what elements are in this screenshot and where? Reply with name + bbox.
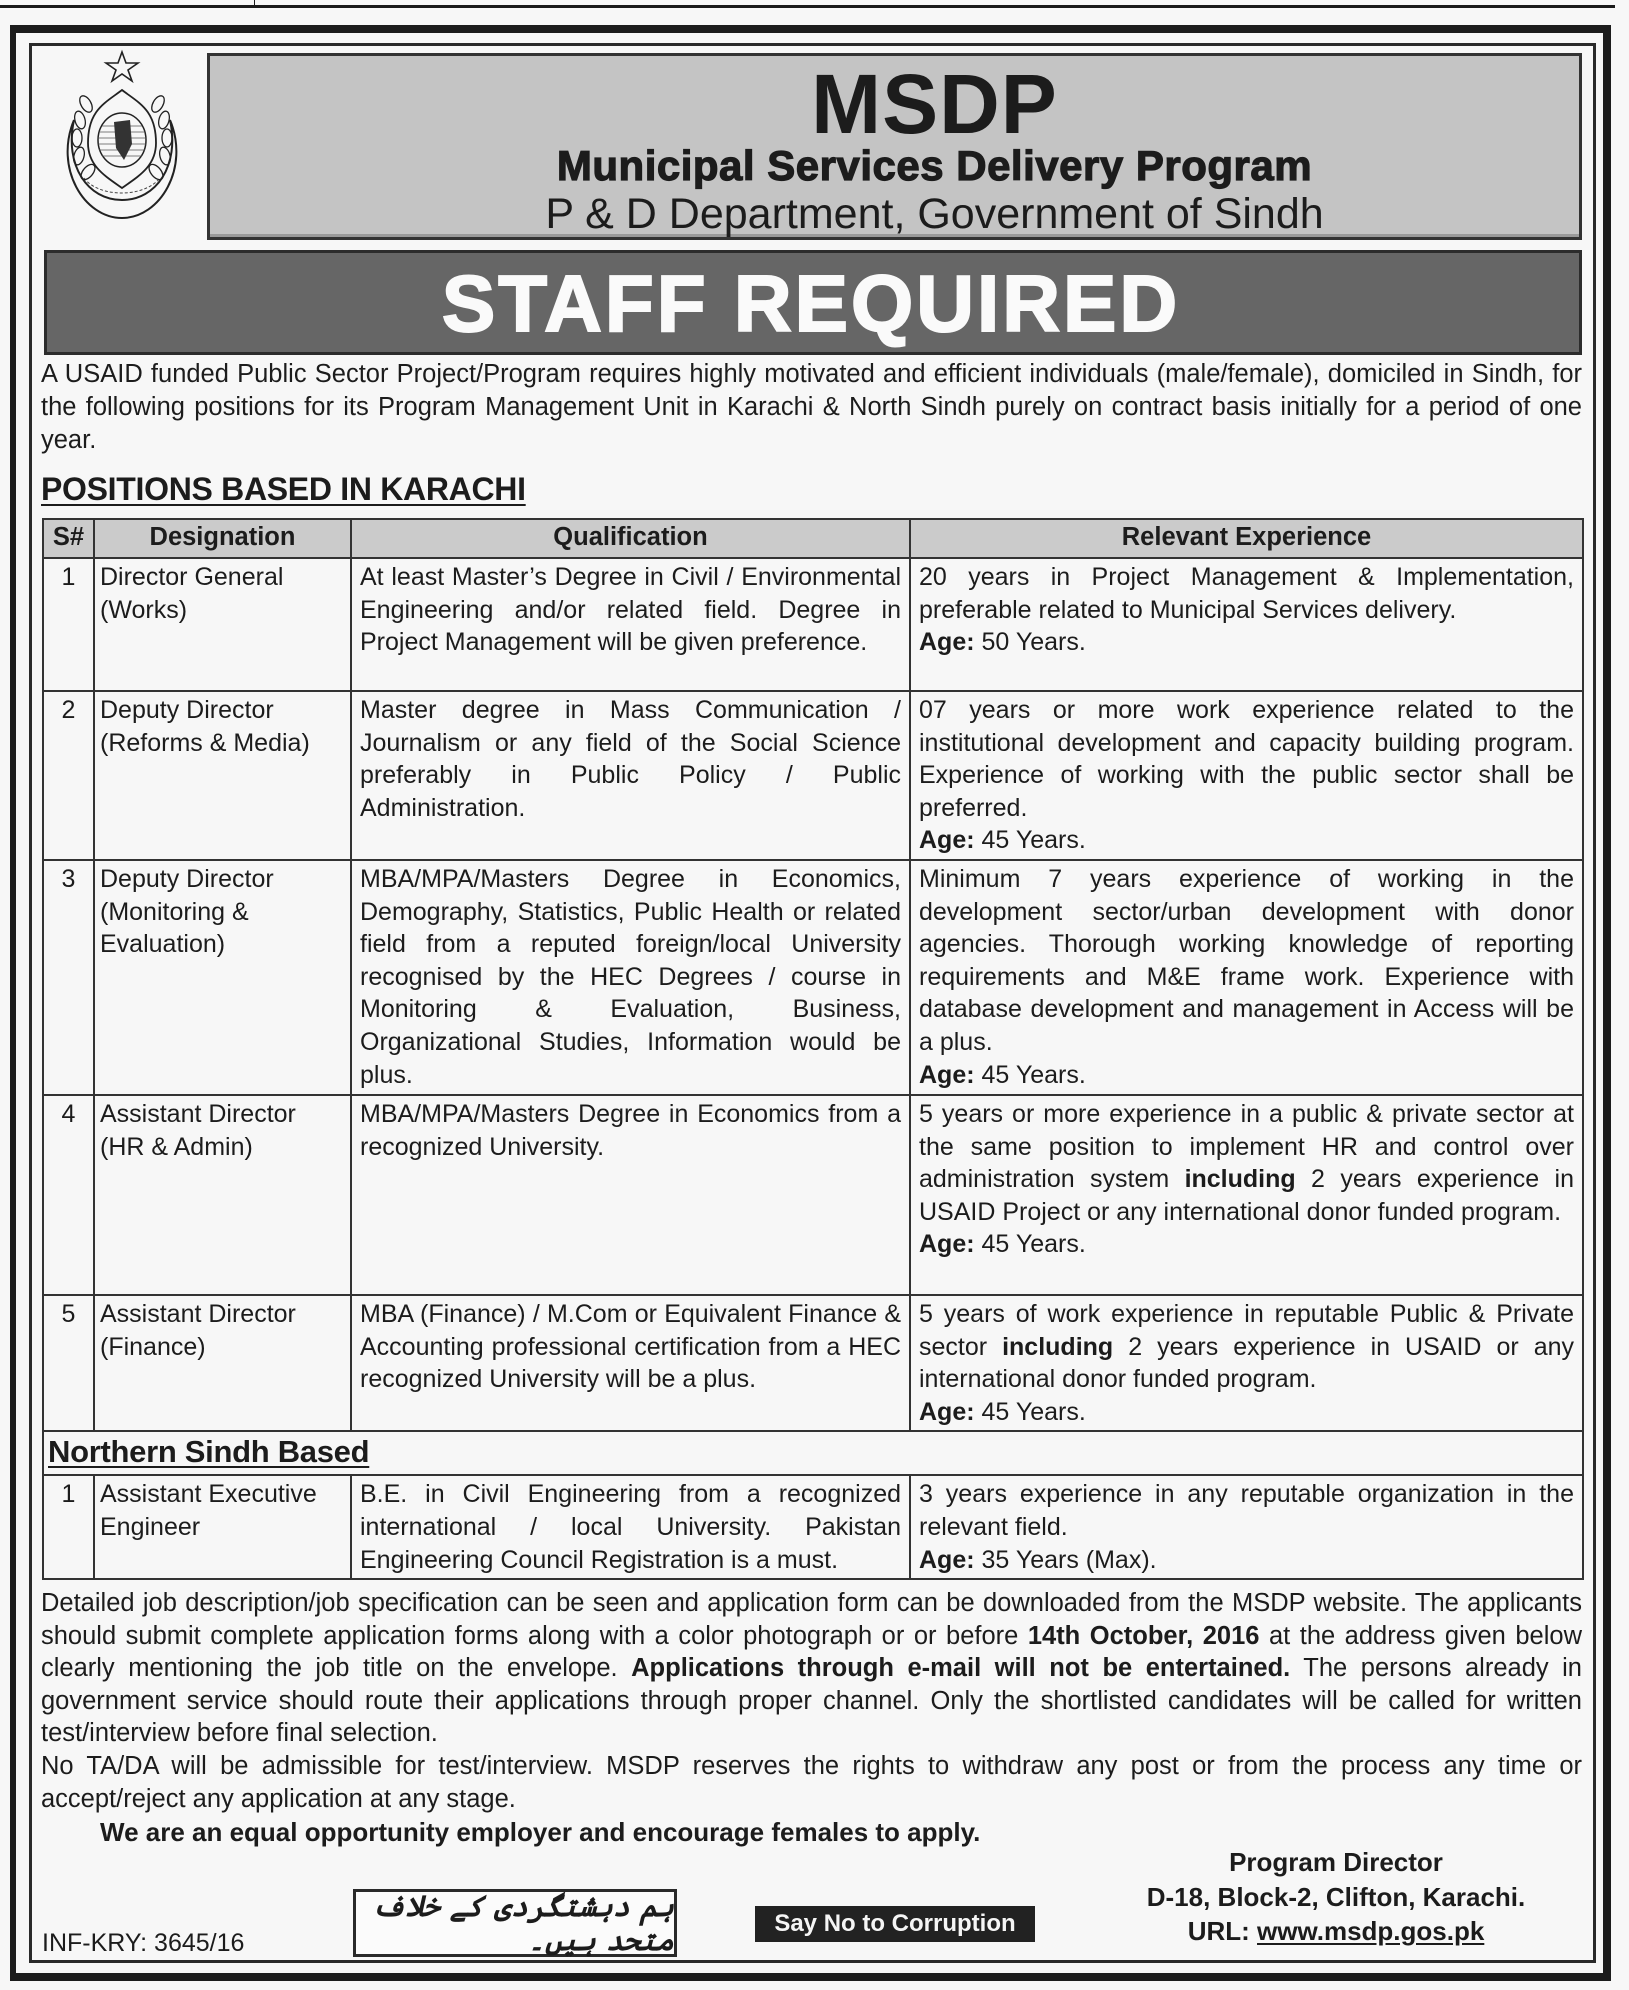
column-header-experience: Relevant Experience: [910, 519, 1583, 558]
position-experience: [910, 691, 1583, 860]
table-header-row: [43, 519, 1583, 558]
age-limit: 35 Years (Max).: [981, 1545, 1157, 1574]
position-designation: Assistant Executive Engineer: [94, 1475, 351, 1579]
northern-sindh-heading: Northern Sindh Based: [48, 1434, 370, 1470]
urdu-slogan-box: ہم دہشتگردی کے خلاف متحد ہیں۔: [353, 1889, 677, 1957]
position-experience: [910, 1095, 1583, 1295]
program-name: Municipal Services Delivery Program: [556, 142, 1313, 189]
experience-text: 3 years experience in any reputable organization in the relevant field.: [919, 1480, 1574, 1541]
experience-text-cont: 2 years experience in USAID or any international donor funded program.: [919, 1332, 1574, 1394]
experience-text: 20 years in Project Management & Implementation, preferable related to Municipal Services delivery.: [919, 563, 1574, 624]
position-designation: Assistant Director (Finance): [94, 1295, 351, 1431]
position-designation: Deputy Director (Monitoring & Evaluation): [94, 860, 351, 1095]
age-label: Age:: [919, 1397, 975, 1426]
positions-table: [42, 518, 1584, 1580]
position-row: [43, 1475, 1583, 1579]
position-row: [43, 860, 1583, 1095]
top-tick: [254, 0, 255, 6]
position-qualification: MBA (Finance) / M.Com or Equivalent Finance & Accounting professional certification from a HEC recognized University will be a plus.: [351, 1295, 910, 1431]
northern-sindh-heading-cell: [43, 1431, 1583, 1475]
age-label: Age:: [919, 628, 975, 657]
position-number: 1: [43, 558, 94, 691]
anti-corruption-badge: Say No to Corruption: [755, 1906, 1035, 1942]
position-row: [43, 558, 1583, 691]
url-label: URL:: [1187, 1916, 1258, 1946]
position-number: 2: [43, 691, 94, 860]
position-row: [43, 1095, 1583, 1295]
signature-block: [1136, 1845, 1536, 1949]
website-line: [1136, 1914, 1536, 1949]
staff-required-banner: [44, 250, 1582, 355]
top-rule: [0, 5, 1615, 8]
position-number: 4: [43, 1095, 94, 1295]
position-experience: [910, 860, 1583, 1095]
position-qualification: MBA/MPA/Masters Degree in Economics from a recognized University.: [351, 1095, 910, 1295]
reference-code: INF-KRY: 3645/16: [42, 1929, 245, 1957]
age-limit: 50 Years.: [981, 628, 1086, 657]
position-qualification: MBA/MPA/Masters Degree in Economics, Demography, Statistics, Public Health or related field from a reputed foreign/local University recognised by the HEC Degrees / course in Monitoring & Evaluation, Business, Organizational Studies, Information would be plus.: [351, 860, 910, 1095]
position-number: 5: [43, 1295, 94, 1431]
banner-title: STAFF REQUIRED: [441, 259, 1181, 348]
position-designation: Director General (Works): [94, 558, 351, 691]
notice-paragraph-2: No TA/DA will be admissible for test/interview. MSDP reserves the rights to withdraw any post or from the process any time or accept/reject any application at any stage.: [41, 1751, 1582, 1813]
position-qualification: B.E. in Civil Engineering from a recognized international / local University. Pakistan Engineering Council Registration is a must.: [351, 1475, 910, 1579]
experience-text: 07 years or more work experience related to the institutional development and capacity building program. Experience of working with the public sector shall be preferred.: [919, 696, 1574, 822]
equal-opportunity-statement: We are an equal opportunity employer and encourage females to apply.: [100, 1817, 981, 1847]
position-row: [43, 691, 1583, 860]
position-qualification: Master degree in Mass Communication / Journalism or any field of the Social Science preferably in Public Policy / Public Administration.: [351, 691, 910, 860]
experience-emphasis: including: [1002, 1332, 1114, 1361]
experience-text: Minimum 7 years experience of working in the development sector/urban development with donor agencies. Thorough working knowledge of reporting requirements and M&E frame work. Experience with database development and management in Access will be a plus.: [919, 864, 1574, 1056]
program-acronym: MSDP: [811, 57, 1058, 151]
age-limit: 45 Years.: [981, 1397, 1086, 1426]
experience-text: 5 years or more experience in a public & private sector at the same position to implement HR and control over administration system: [919, 1099, 1574, 1194]
age-label: Age:: [919, 1545, 975, 1574]
intro-paragraph: A USAID funded Public Sector Project/Program requires highly motivated and efficient individuals (male/female), domiciled in Sindh, for the following positions for its Program Management Unit in Karachi & North Sindh purely on contract basis initially for a period of one year.: [41, 360, 1582, 454]
age-limit: 45 Years.: [981, 1060, 1086, 1089]
age-label: Age:: [919, 1060, 975, 1089]
age-label: Age:: [919, 826, 975, 855]
star-icon: [106, 52, 138, 81]
position-qualification: At least Master’s Degree in Civil / Environmental Engineering and/or related field. Degree in Project Management will be given preference.: [351, 558, 910, 691]
notice-text: at the address given below clearly mentioning the job title on the envelope.: [41, 1621, 1582, 1683]
experience-text: 5 years of work experience in reputable Public & Private sector: [919, 1299, 1574, 1361]
notice-text: Detailed job description/job specification can be seen and application form can be downloaded from the MSDP website. The applicants should submit complete application forms along with a color photograph or or before: [41, 1589, 1582, 1650]
karachi-section-heading: POSITIONS BASED IN KARACHI: [41, 471, 526, 507]
position-designation: Deputy Director (Reforms & Media): [94, 691, 351, 860]
application-deadline: 14th October, 2016: [1027, 1621, 1260, 1650]
position-designation: Assistant Director (HR & Admin): [94, 1095, 351, 1295]
age-label: Age:: [919, 1230, 975, 1259]
application-notice: [41, 1587, 1582, 1815]
age-limit: 45 Years.: [981, 1230, 1086, 1259]
position-number: 3: [43, 860, 94, 1095]
column-header-qualification: Qualification: [351, 519, 910, 558]
signatory-title: Program Director: [1229, 1847, 1443, 1877]
age-limit: 45 Years.: [981, 826, 1086, 855]
northern-sindh-section-row: [43, 1431, 1583, 1475]
experience-text-cont: 2 years experience in USAID Project or any international donor funded program.: [919, 1165, 1574, 1226]
program-header: [207, 53, 1582, 240]
website-link[interactable]: www.msdp.gos.pk: [1257, 1916, 1485, 1946]
position-experience: [910, 1475, 1583, 1579]
email-warning: Applications through e-mail will not be entertained.: [631, 1654, 1291, 1683]
position-experience: [910, 558, 1583, 691]
government-of-sindh-emblem-icon: [44, 48, 200, 224]
position-number: 1: [43, 1475, 94, 1579]
notice-text: The persons already in government service should route their applications through proper channel. Only the shortlisted candidates will be called for written test/interview before final selection.: [41, 1654, 1582, 1748]
position-experience: [910, 1295, 1583, 1431]
department-name: P & D Department, Government of Sindh: [545, 190, 1324, 238]
experience-emphasis: including: [1184, 1165, 1296, 1194]
column-header-designation: Designation: [94, 519, 351, 558]
position-row: [43, 1295, 1583, 1431]
column-header-sn: S#: [43, 519, 94, 558]
office-address: D-18, Block-2, Clifton, Karachi.: [1146, 1881, 1526, 1912]
notice-paragraph-1: [41, 1587, 1582, 1750]
